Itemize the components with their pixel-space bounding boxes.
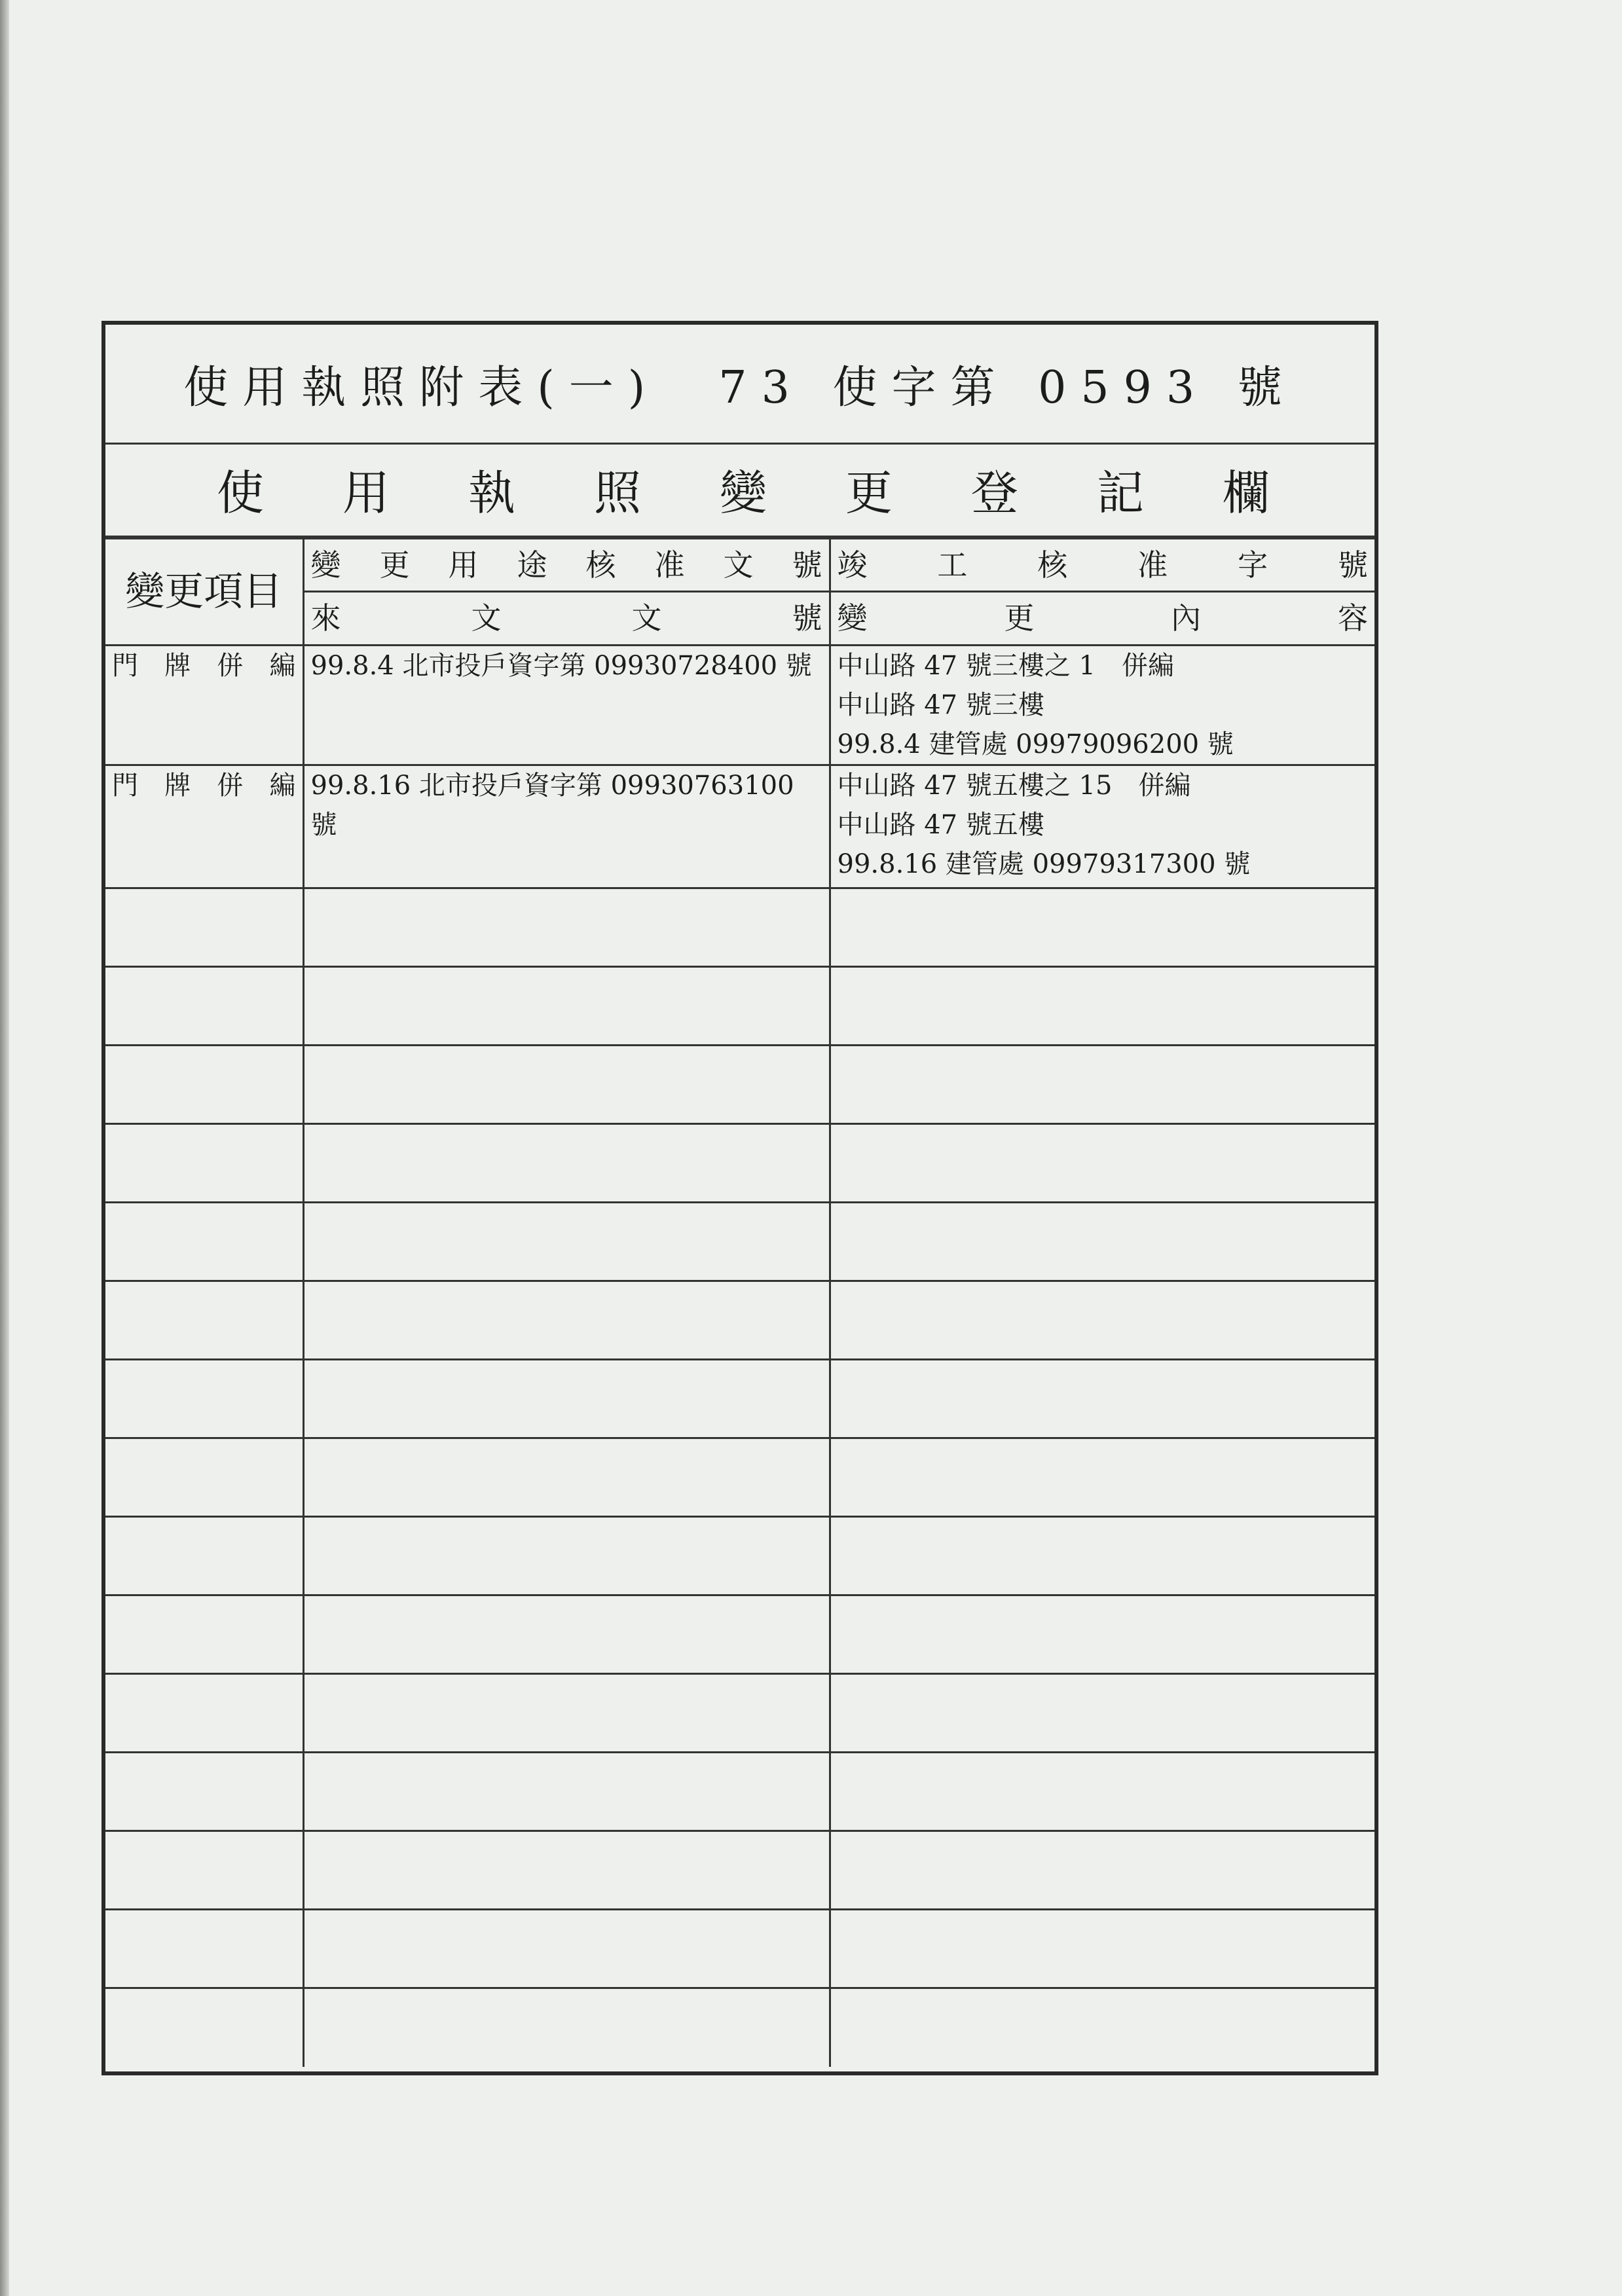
blank-cell [303,1595,830,1674]
blank-cell [303,1674,830,1753]
blank-cell [105,1517,303,1595]
blank-cell [830,1753,1374,1831]
row-doc: 99.8.16 北市投戶資字第 09930763100 號 [303,765,830,888]
table-row-blank [105,1360,1374,1438]
blank-cell [830,1910,1374,1988]
blank-cell [830,1203,1374,1281]
table-row-blank [105,1910,1374,1988]
blank-cell [105,1281,303,1360]
blank-cell [830,1281,1374,1360]
blank-cell [303,1124,830,1203]
blank-cell [303,1203,830,1281]
blank-cell [303,1517,830,1595]
table-row [105,765,1374,888]
blank-cell [303,1281,830,1360]
table-row-blank [105,1046,1374,1124]
table-row-blank [105,1203,1374,1281]
blank-cell [830,1674,1374,1753]
blank-cell [105,1124,303,1203]
row-content: 中山路 47 號五樓之 15 併編 中山路 47 號五樓 99.8.16 建管處 09979317300 號 [830,765,1374,888]
blank-cell [105,1595,303,1674]
blank-cell [830,1438,1374,1517]
blank-cell [303,1753,830,1831]
header-row-1 [105,539,1374,592]
row-content: 中山路 47 號三樓之 1 併編 中山路 47 號三樓 99.8.4 建管處 09979096200 號 [830,646,1374,765]
row-item: 門 牌 併 編 [105,646,303,765]
table-row-blank [105,967,1374,1046]
blank-cell [105,967,303,1046]
col-header-incoming-doc: 來 文 文 號 [303,592,830,646]
blank-cell [303,1831,830,1910]
scan-page-edge [0,0,9,2296]
blank-cell [105,1831,303,1910]
blank-cell [830,1124,1374,1203]
form-title: 使用執照附表(一) 73 使字第 0593 號 [105,325,1374,445]
blank-cell [303,967,830,1046]
blank-cell [830,1831,1374,1910]
col-header-item: 變更項目 [105,539,303,646]
table-row-blank [105,1595,1374,1674]
section-title: 使 用 執 照 變 更 登 記 欄 [105,443,1374,538]
blank-cell [303,888,830,967]
table-row-blank [105,1988,1374,2067]
blank-cell [303,1910,830,1988]
table-row-blank [105,1831,1374,1910]
table-row [105,646,1374,765]
table-row-blank [105,1753,1374,1831]
permit-form [101,321,1378,2075]
blank-cell [105,1988,303,2067]
blank-cell [303,1360,830,1438]
blank-cell [830,1988,1374,2067]
blank-cell [105,1046,303,1124]
blank-cell [105,888,303,967]
blank-cell [830,1360,1374,1438]
table-row-blank [105,888,1374,967]
table-row-blank [105,1517,1374,1595]
table-row-blank [105,1674,1374,1753]
blank-cell [303,1046,830,1124]
table-row-blank [105,1124,1374,1203]
blank-cell [303,1438,830,1517]
blank-cell [105,1203,303,1281]
blank-cell [830,1517,1374,1595]
col-header-approval-doc: 變 更 用 途 核 准 文 號 [303,539,830,592]
blank-cell [105,1910,303,1988]
table-row-blank [105,1281,1374,1360]
row-doc: 99.8.4 北市投戶資字第 09930728400 號 [303,646,830,765]
table-row-blank [105,1438,1374,1517]
change-register-table [105,538,1374,2067]
blank-cell [830,967,1374,1046]
blank-cell [105,1753,303,1831]
col-header-completion-no: 竣 工 核 准 字 號 [830,539,1374,592]
blank-cell [105,1360,303,1438]
blank-cell [105,1438,303,1517]
col-header-change-content: 變 更 內 容 [830,592,1374,646]
blank-cell [830,888,1374,967]
blank-cell [105,1674,303,1753]
blank-cell [303,1988,830,2067]
blank-cell [830,1046,1374,1124]
row-item: 門 牌 併 編 [105,765,303,888]
blank-cell [830,1595,1374,1674]
